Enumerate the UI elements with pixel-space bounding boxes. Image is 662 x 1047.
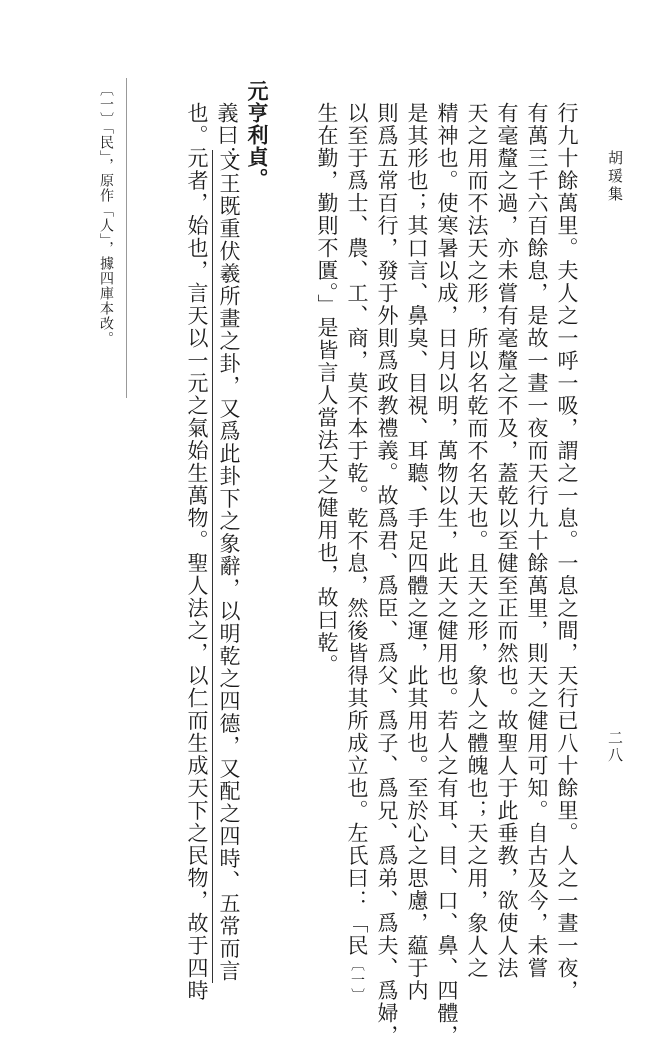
footnote-reference: 〔一〕 <box>349 957 365 1004</box>
section-heading: 元亨利貞。 <box>245 80 270 190</box>
text-column-1: 行九十餘萬里。夫人之一呼一吸，謂之一息。一息之間，天行已八十餘里。人之一晝一夜， <box>555 102 579 1002</box>
yi-text-column-1: 文王既重伏羲所畫之卦，又爲此卦下之象辭，以明乾之四德，又配之四時、五常而言 <box>212 150 244 983</box>
text-column-2: 有萬三千六百餘息，是故一晝一夜而天行九十餘萬里，則天之健用可知。自古及今，未嘗 <box>525 102 549 980</box>
page-number: 二八 <box>606 730 624 764</box>
footnote <box>97 82 115 346</box>
footnote-marker: 〔一〕 <box>98 82 114 127</box>
text-column-8 <box>342 102 372 1004</box>
yi-label: 義曰： <box>215 102 239 168</box>
text-column-7: 則爲五常百行，發于外則爲政教禮義。故爲君、爲臣、爲父、爲子、爲兄、爲弟、爲夫、爲婦， <box>375 102 399 1047</box>
text-column-5: 精神也。使寒暑以成，日月以明，萬物以生，此天之健用也。若人之有耳、目、口、鼻、四體， <box>435 102 459 1047</box>
text-column-6: 是其形也；其口言、鼻臭、目視、耳聽、手足四體之運，此其用也。至於心之思慮，藴于内 <box>405 102 429 1002</box>
footnote-divider <box>126 78 127 398</box>
text-column-9: 生在勤，勤則不匱。」是皆言人當法天之健用也，故曰乾。 <box>315 102 339 677</box>
column-8-text: 以至于爲士、農、工、商，莫不本于乾。乾不息，然後皆得其所成立也。左氏曰：「民 <box>345 102 369 957</box>
text-column-3: 有毫釐之過，亦未嘗有毫釐之不及，蓋乾以至健至正而然也。故聖人于此垂教，欲使人法 <box>495 102 519 980</box>
yi-text-column-2: 也。元者，始也，言天以一元之氣始生萬物。聖人法之，以仁而生成天下之民物，故于四時 <box>185 102 209 1002</box>
footnote-text: 「民」，原作「人」，據四庫本改。 <box>98 127 114 346</box>
book-title: 胡瑗集 <box>606 150 624 204</box>
text-column-4: 天之用而不法天之形，所以名乾而不名天也。且天之形，象人之體魄也；天之用，象人之 <box>465 102 489 980</box>
